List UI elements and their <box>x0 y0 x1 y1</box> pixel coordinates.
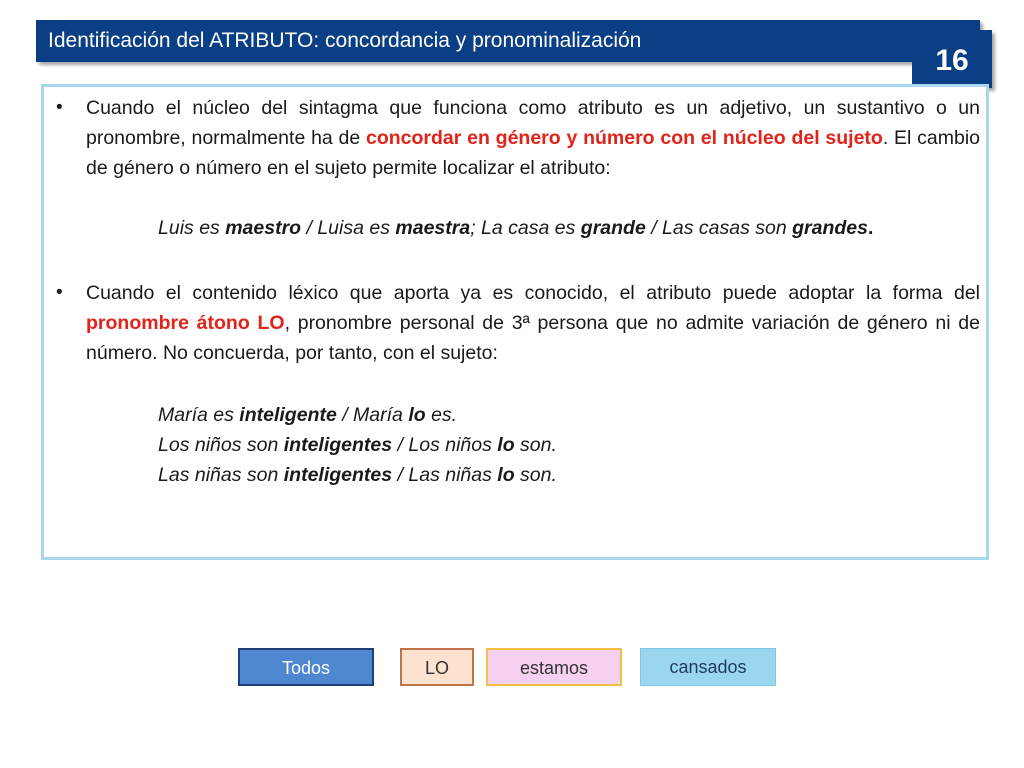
example-bold: grandes <box>792 217 868 239</box>
bullet-dot-icon: • <box>56 282 63 303</box>
example-line-4 <box>158 460 557 490</box>
bullet-1 <box>56 93 980 183</box>
todos-button[interactable]: Todos <box>238 648 374 686</box>
example-bold: inteligente <box>239 404 337 426</box>
slide-number-badge: 16 <box>912 30 992 88</box>
bullet-2 <box>56 278 980 368</box>
bullet-2-text-a: Cuando el contenido léxico que aporta ya es conocido, el atributo puede adoptar la forma del <box>86 282 980 304</box>
bullet-2-text <box>86 278 980 368</box>
example-bold: grande <box>580 217 646 239</box>
example-plain: / Las niñas <box>392 464 498 486</box>
bullet-2-text-b: , pronombre personal de 3ª persona que no admite variación de género ni de número. No concuerda, por tanto, con el sujeto: <box>86 312 980 364</box>
example-bold: inteligentes <box>283 434 393 456</box>
bullet-1-text-a: Cuando el núcleo del sintagma que funciona como atributo es un adjetivo, un sustantivo o un pronombre, normalmente ha de <box>86 97 980 149</box>
content-box <box>41 84 989 560</box>
example-plain: son. <box>514 434 557 456</box>
example-plain: / Las casas son <box>645 217 793 239</box>
example-plain: / Los niños <box>392 434 498 456</box>
example-bold: lo <box>408 404 426 426</box>
example-plain: María es <box>158 404 240 426</box>
bullet-2-highlight: pronombre átono LO <box>86 312 285 334</box>
lo-button[interactable]: LO <box>400 648 474 686</box>
example-plain: / Luisa es <box>301 217 396 239</box>
example-plain: Los niños son <box>158 434 284 456</box>
example-plain: Las niñas son <box>158 464 284 486</box>
example-bold: maestra <box>395 217 471 239</box>
example-bold: maestro <box>225 217 302 239</box>
example-bold: inteligentes <box>283 464 393 486</box>
example-plain: / María <box>336 404 409 426</box>
example-bold: lo <box>497 464 515 486</box>
cansados-button[interactable]: cansados <box>640 648 776 686</box>
estamos-button[interactable]: estamos <box>486 648 622 686</box>
bullet-1-highlight: concordar en género y número con el núcleo del sujeto <box>366 127 883 149</box>
example-plain: son. <box>514 464 557 486</box>
bullet-dot-icon: • <box>56 97 63 118</box>
example-line-1 <box>158 213 873 243</box>
example-bold: lo <box>497 434 515 456</box>
example-period: . <box>867 217 874 239</box>
example-line-2 <box>158 400 457 430</box>
example-plain: Luis es <box>158 217 226 239</box>
example-line-3 <box>158 430 557 460</box>
bullet-1-text-b: . El cambio de género o número en el sujeto permite localizar el atributo: <box>86 127 980 179</box>
bullet-1-text <box>86 93 980 183</box>
example-plain: es. <box>425 404 458 426</box>
page-title: Identificación del ATRIBUTO: concordancia y pronominalización <box>48 29 642 52</box>
example-plain: ; La casa es <box>470 217 581 239</box>
header-bar <box>36 20 980 62</box>
